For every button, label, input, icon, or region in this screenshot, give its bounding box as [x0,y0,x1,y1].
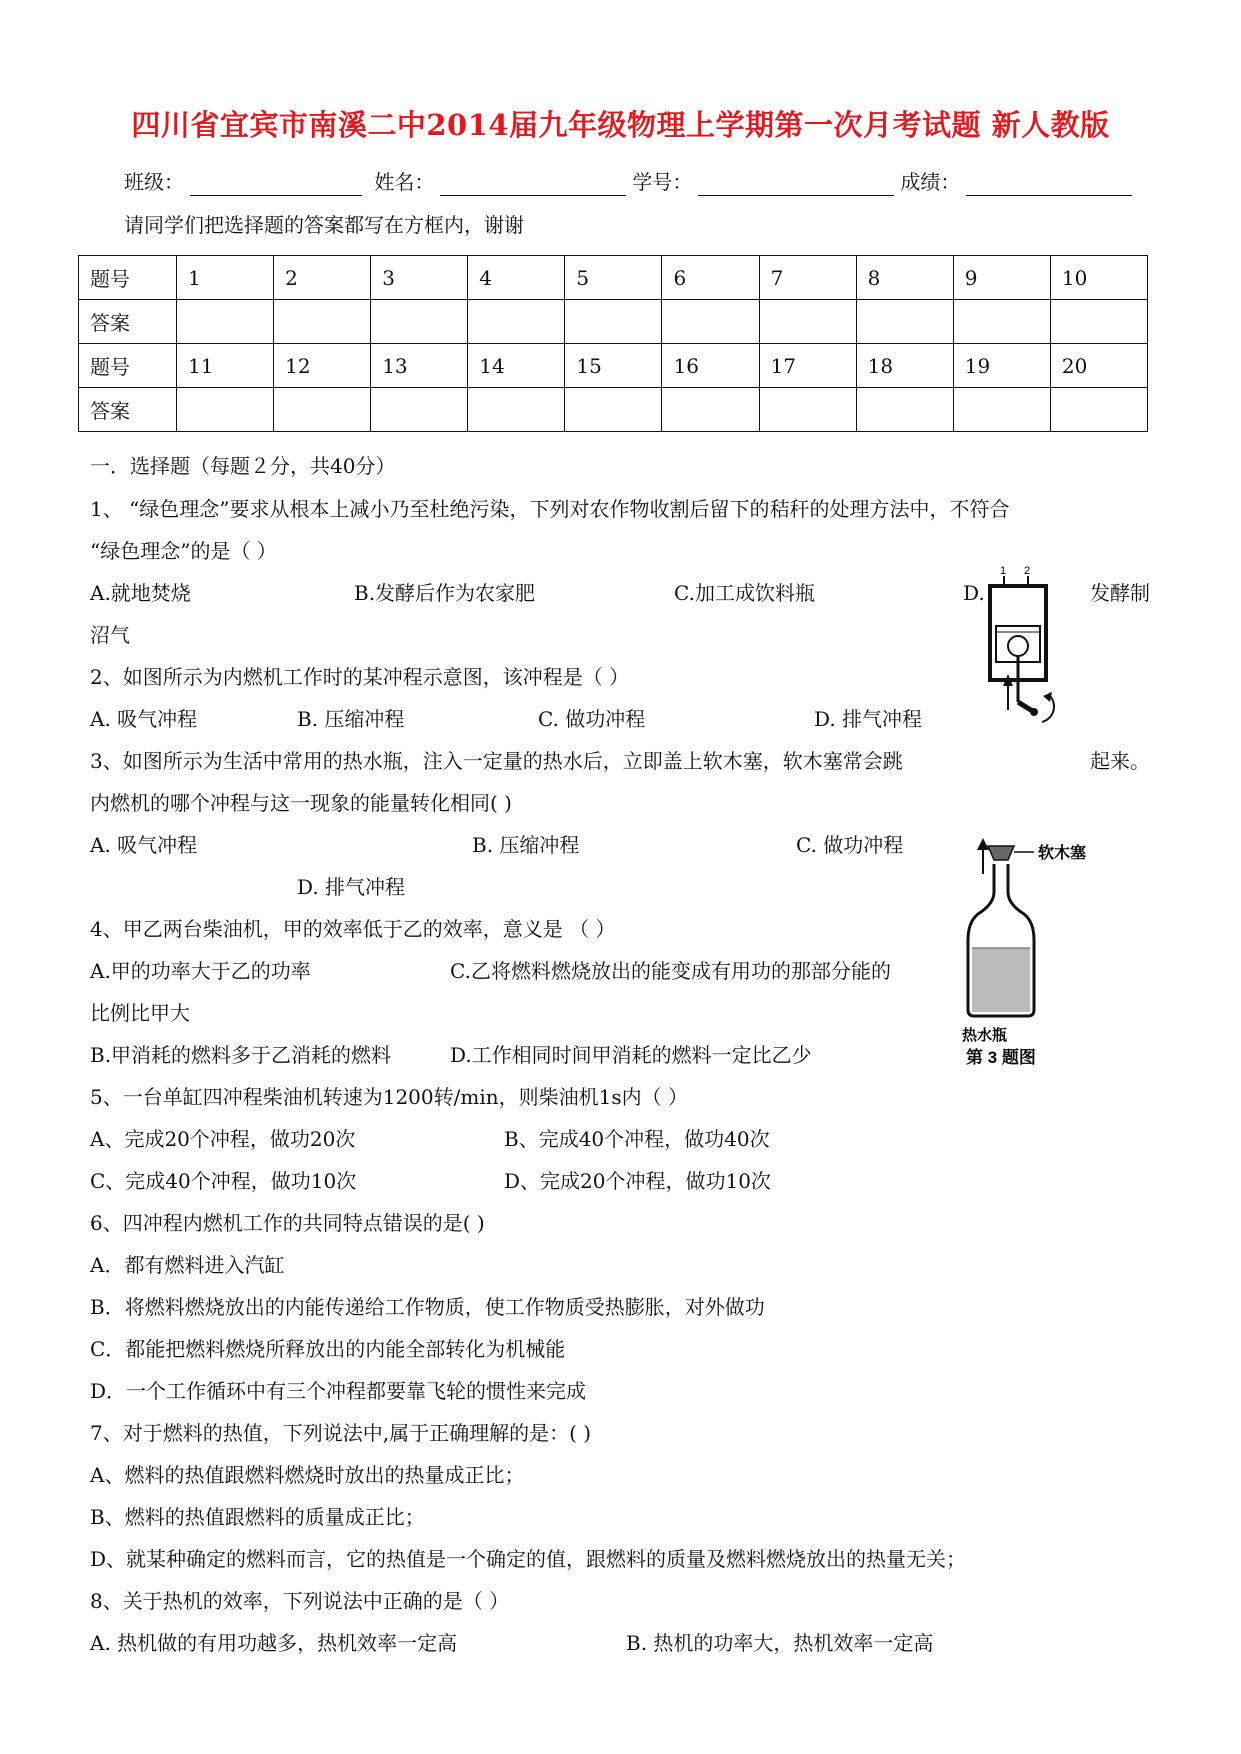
score-label: 成绩： [900,170,961,194]
answer-cell[interactable] [274,300,371,344]
option-6d: D．一个工作循环中有三个冲程都要靠飞轮的惯性来完成 [90,1379,587,1403]
question-number: 14 [468,344,565,388]
bottle-label: 热水瓶 [962,1027,1008,1044]
answer-cell[interactable] [1050,300,1147,344]
id-field[interactable] [698,173,894,196]
answer-cell[interactable] [662,300,759,344]
answer-cell[interactable] [759,300,856,344]
option-2a: A. 吸气冲程 [90,707,198,731]
option-1b: B.发酵后作为农家肥 [354,581,536,605]
engine-stroke-figure [982,562,1074,730]
question-number: 17 [759,344,856,388]
cork-label: 软木塞 [1038,845,1087,862]
question-number: 15 [565,344,662,388]
option-8a: A. 热机做的有用功越多，热机效率一定高 [90,1631,458,1655]
option-2b: B. 压缩冲程 [297,707,405,731]
question-number: 7 [759,256,856,300]
option-4b: B.甲消耗的燃料多于乙消耗的燃料 [90,1043,392,1067]
question-number: 13 [371,344,468,388]
answer-cell[interactable] [759,388,856,432]
row-label: 答案 [79,300,177,344]
question-number: 4 [468,256,565,300]
option-5d: D、完成20个冲程，做功10次 [504,1169,771,1193]
option-6b: B．将燃料燃烧放出的内能传递给工作物质，使工作物质受热膨胀，对外做功 [90,1295,765,1319]
answer-cell[interactable] [468,300,565,344]
class-field[interactable] [190,173,362,196]
page-title: 四川省宜宾市南溪二中2014届九年级物理上学期第一次月考试题 新人教版 [131,108,1110,142]
row-label: 题号 [79,256,177,300]
option-5c: C、完成40个冲程，做功10次 [90,1169,357,1193]
valve-label-1: 1 [1000,565,1007,577]
answer-cell[interactable] [177,300,274,344]
valve-label-2: 2 [1024,565,1031,577]
option-3b: B. 压缩冲程 [472,833,580,857]
answer-cell[interactable] [1050,388,1147,432]
question-number: 3 [371,256,468,300]
answer-cell[interactable] [274,388,371,432]
question-number: 16 [662,344,759,388]
answer-cell[interactable] [856,300,953,344]
row-label: 题号 [79,344,177,388]
question-number: 18 [856,344,953,388]
question-4-stem: 4、甲乙两台柴油机，甲的效率低于乙的效率，意义是 （ ） [90,917,616,941]
answer-cell[interactable] [953,388,1050,432]
thermos-figure [956,830,1106,1070]
answer-cell[interactable] [953,300,1050,344]
id-label: 学号： [632,170,693,194]
question-number: 5 [565,256,662,300]
option-2d: D. 排气冲程 [814,707,923,731]
question-number: 9 [953,256,1050,300]
answer-cell[interactable] [662,388,759,432]
option-1c: C.加工成饮料瓶 [674,581,815,605]
option-4c-cont: 比例比甲大 [90,1001,190,1025]
option-1a: A.就地焚烧 [90,581,191,605]
answer-cell[interactable] [371,388,468,432]
option-4a: A.甲的功率大于乙的功率 [90,959,311,983]
answer-row [79,300,1148,344]
question-3-stem: 3、如图所示为生活中常用的热水瓶，注入一定量的热水后，立即盖上软木塞，软木塞常会跳 [90,749,903,773]
answer-cell[interactable] [856,388,953,432]
question-number: 11 [177,344,274,388]
question-2-stem: 2、如图所示为内燃机工作时的某冲程示意图，该冲程是（ ） [90,665,630,689]
question-6-stem: 6、四冲程内燃机工作的共同特点错误的是( ) [90,1211,485,1235]
question-number-row [79,344,1148,388]
name-label: 姓名： [374,170,435,194]
option-3d: D. 排气冲程 [297,875,406,899]
option-7d: D、就某种确定的燃料而言，它的热值是一个确定的值，跟燃料的质量及燃料燃烧放出的热量无关； [90,1547,967,1571]
answer-cell[interactable] [565,300,662,344]
option-1d-text-cont: 沼气 [90,623,130,647]
section-title: 一．选择题（每题２分，共40分） [90,454,396,478]
option-3c: C. 做功冲程 [796,833,904,857]
question-number: 12 [274,344,371,388]
option-8b: B. 热机的功率大，热机效率一定高 [626,1631,934,1655]
figure-3-caption: 第 3 题图 [966,1048,1036,1067]
student-info-row [124,168,1138,196]
question-number: 19 [953,344,1050,388]
option-5a: A、完成20个冲程，做功20次 [90,1127,356,1151]
instruction: 请同学们把选择题的答案都写在方框内，谢谢 [124,213,524,237]
question-number: 2 [274,256,371,300]
question-number: 20 [1050,344,1147,388]
question-number: 1 [177,256,274,300]
option-6c: C．都能把燃料燃烧所释放出的内能全部转化为机械能 [90,1337,566,1361]
option-1d-text: 发酵制 [1090,581,1150,605]
question-3-stem-cont: 内燃机的哪个冲程与这一现象的能量转化相同( ) [90,791,512,815]
answer-cell[interactable] [565,388,662,432]
question-3-stem-end: 起来。 [1090,749,1150,773]
option-2c: C. 做功冲程 [538,707,646,731]
name-field[interactable] [440,173,626,196]
question-8-stem: 8、关于热机的效率，下列说法中正确的是（ ） [90,1589,510,1613]
question-7-stem: 7、对于燃料的热值，下列说法中,属于正确理解的是：( ) [90,1421,592,1445]
class-label: 班级： [124,170,184,194]
option-1d-letter: D. [963,581,985,605]
option-4d: D.工作相同时间甲消耗的燃料一定比乙少 [450,1043,812,1067]
option-6a: A．都有燃料进入汽缸 [90,1253,285,1277]
answer-table [78,255,1148,432]
question-5-stem: 5、一台单缸四冲程柴油机转速为1200转/min，则柴油机1s内（ ） [90,1085,688,1109]
question-1-stem-cont: “绿色理念”的是（ ） [90,539,277,563]
answer-cell[interactable] [177,388,274,432]
question-number: 8 [856,256,953,300]
row-label: 答案 [79,388,177,432]
question-number: 6 [662,256,759,300]
option-7b: B、燃料的热值跟燃料的质量成正比； [90,1505,425,1529]
answer-cell[interactable] [371,300,468,344]
question-1-stem: 1、 “绿色理念”要求从根本上减小乃至杜绝污染，下列对农作物收割后留下的秸秆的处理方法中，不符合 [90,497,1010,521]
option-5b: B、完成40个冲程，做功40次 [504,1127,770,1151]
question-number-row [79,256,1148,300]
score-field[interactable] [966,173,1132,196]
question-number: 10 [1050,256,1147,300]
option-4c: C.乙将燃料燃烧放出的能变成有用功的那部分能的 [450,959,891,983]
option-7a: A、燃料的热值跟燃料燃烧时放出的热量成正比； [90,1463,525,1487]
answer-cell[interactable] [468,388,565,432]
answer-row [79,388,1148,432]
option-3a: A. 吸气冲程 [90,833,198,857]
